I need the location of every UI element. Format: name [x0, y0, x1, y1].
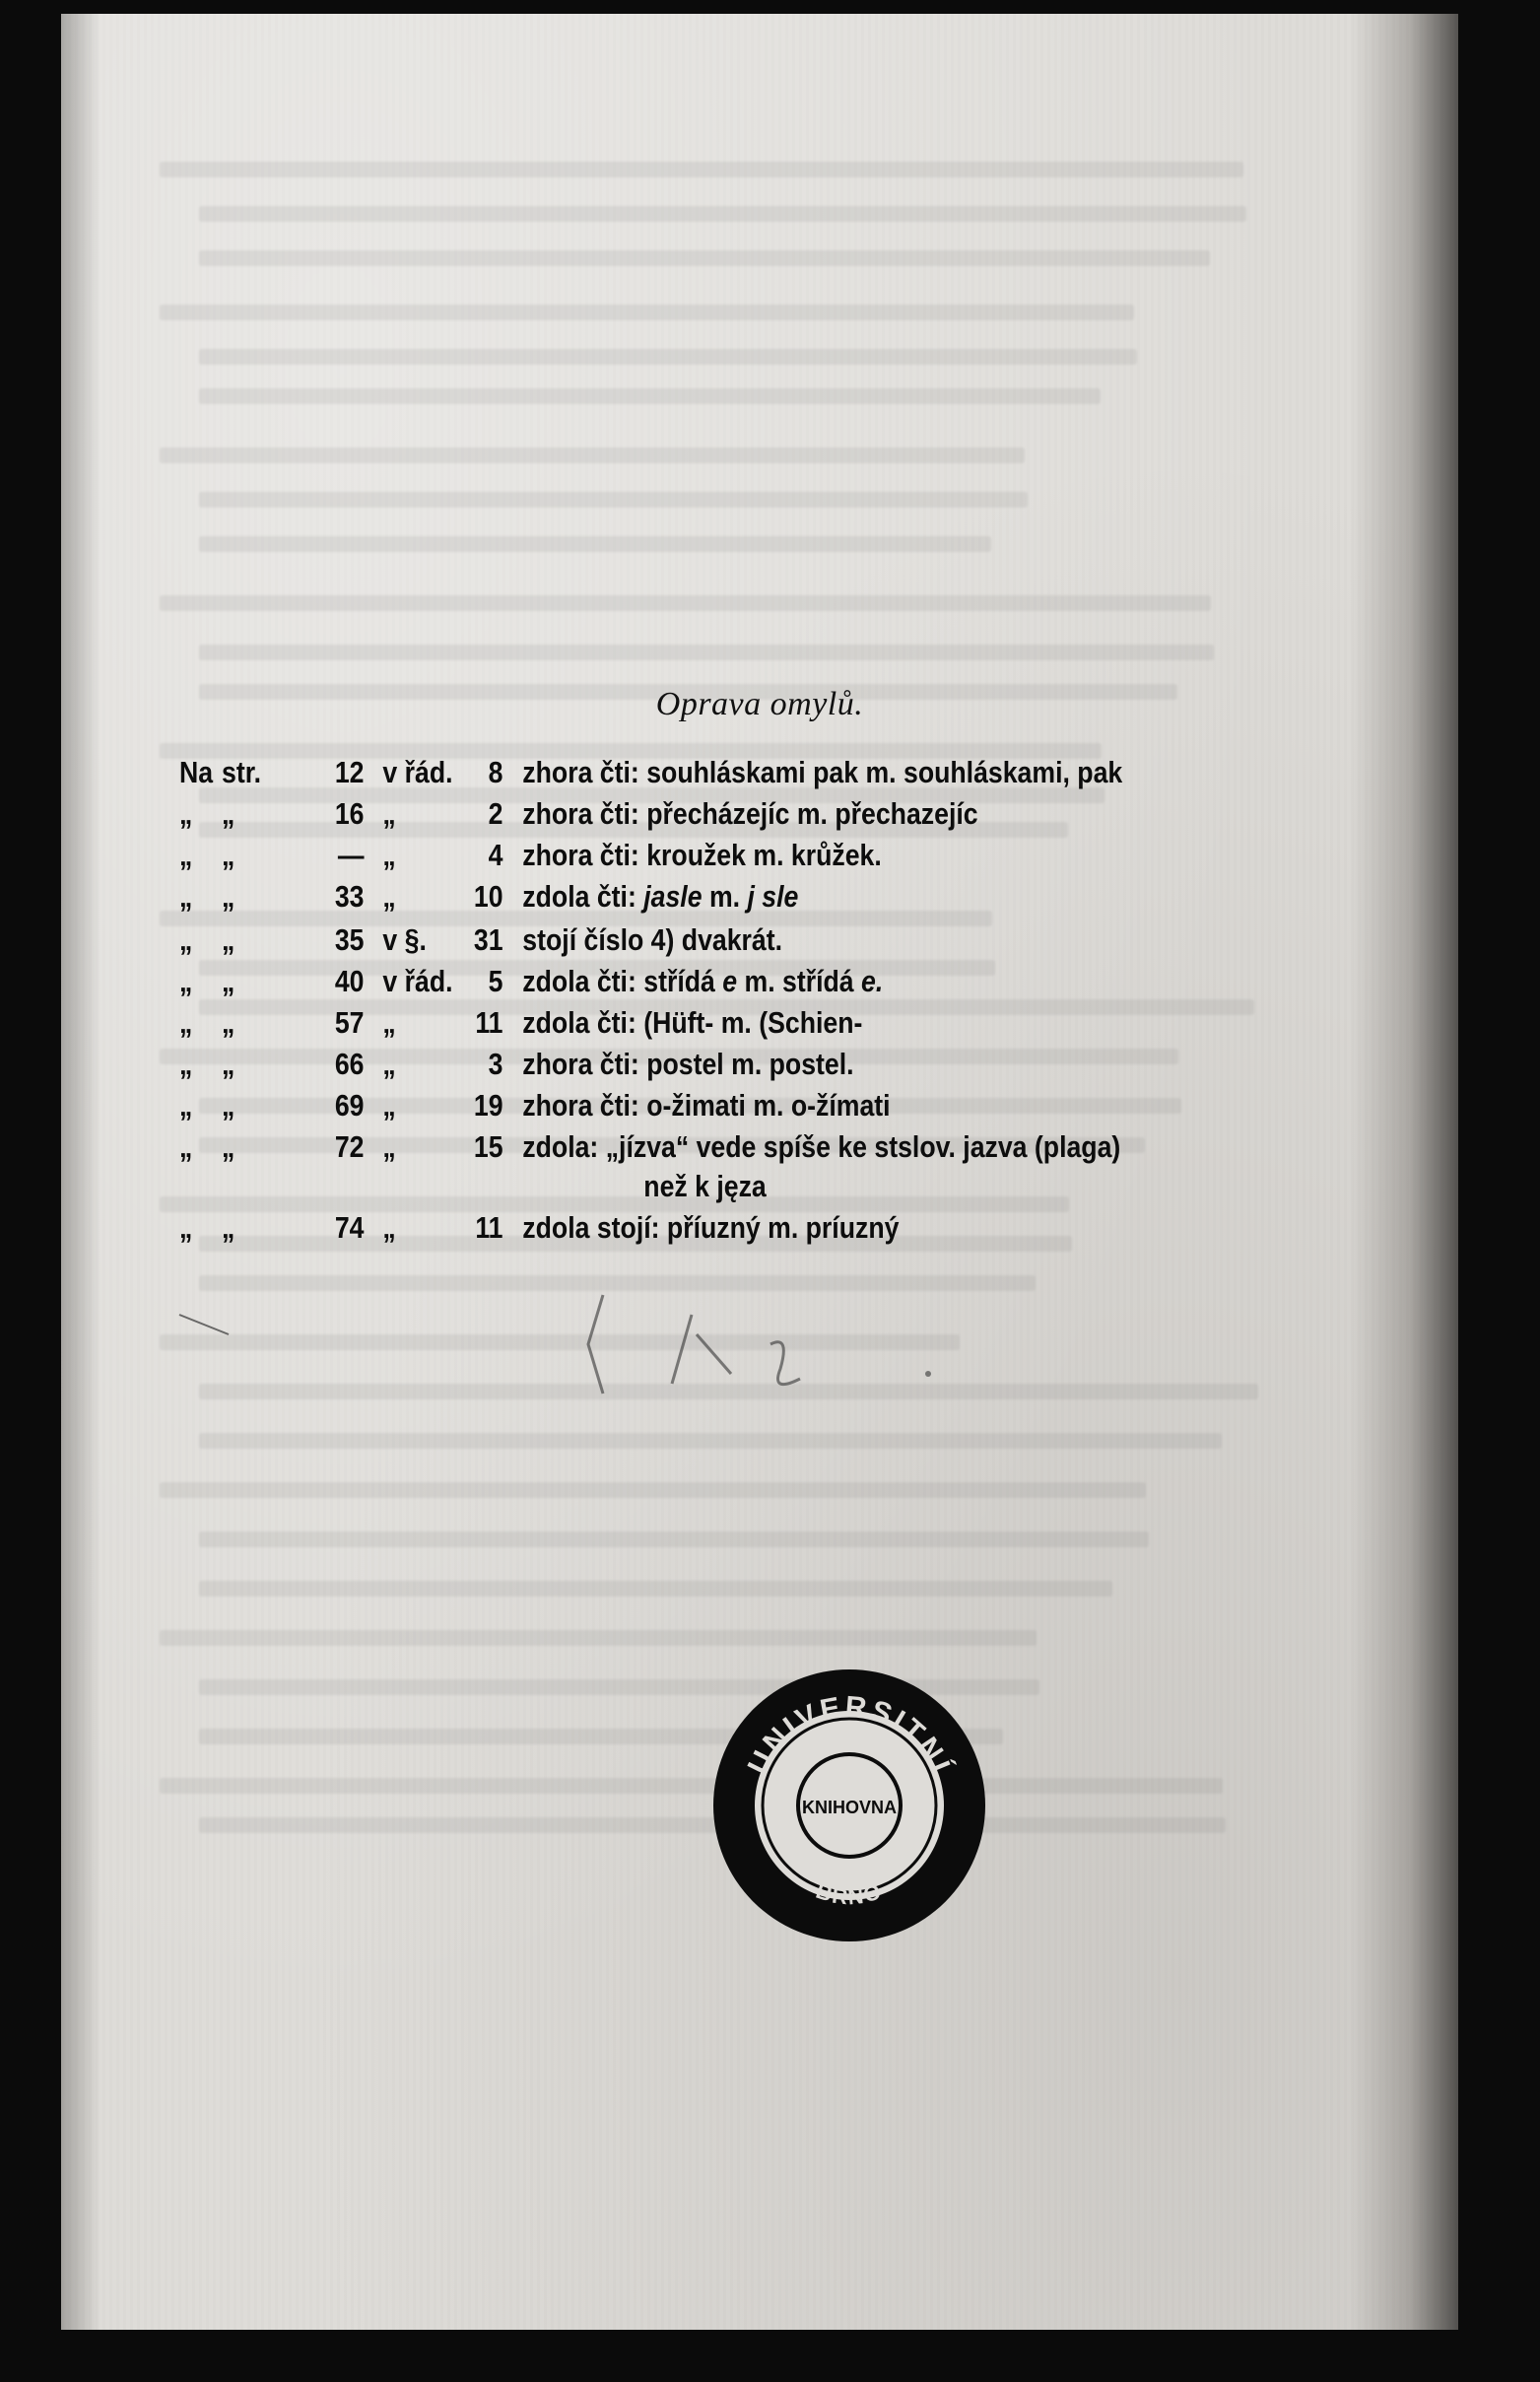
errata-correction: zdola: „jízva“ vede spíše ke stslov. jazva (plaga) — [522, 1129, 1121, 1164]
italic-word: e — [722, 964, 738, 998]
errata-str: „ — [222, 964, 235, 998]
bleed-line — [199, 536, 991, 552]
errata-ref: „ — [382, 796, 396, 831]
bleed-line — [160, 305, 1134, 320]
errata-correction — [522, 879, 798, 915]
italic-word: jasle — [643, 879, 703, 914]
errata-correction: zhora čti: kroužek m. krůžek. — [522, 838, 882, 872]
errata-str: „ — [222, 1210, 235, 1245]
errata-correction: zdola čti: (Hüft- m. (Schien- — [522, 1005, 863, 1040]
errata-ref: „ — [382, 838, 396, 872]
errata-prefix: „ — [179, 964, 193, 998]
errata-str: „ — [222, 879, 235, 914]
errata-ref: v řád. — [382, 964, 453, 998]
errata-ref: v §. — [382, 922, 427, 957]
bleed-line — [199, 1531, 1149, 1547]
errata-prefix: Na — [179, 755, 214, 789]
errata-prefix: „ — [179, 922, 193, 957]
errata-prefix: „ — [179, 879, 193, 914]
page-edge-shadow — [1350, 14, 1458, 2330]
errata-ref: „ — [382, 879, 396, 914]
errata-str: „ — [222, 838, 235, 872]
errata-page: 35 — [334, 922, 365, 957]
errata-line: 11 — [475, 1005, 503, 1040]
errata-str: str. — [222, 755, 262, 789]
bleed-line — [199, 388, 1101, 404]
bleed-line — [199, 1433, 1222, 1449]
correction-text: zdola čti: střídá — [522, 964, 723, 998]
errata-line: 31 — [473, 922, 503, 957]
errata-prefix: „ — [179, 838, 193, 872]
bleed-line — [199, 349, 1137, 365]
errata-page: 57 — [334, 1005, 365, 1040]
errata-correction: než k jęza — [643, 1169, 767, 1203]
errata-line: 11 — [475, 1210, 503, 1245]
errata-page: 16 — [334, 796, 365, 831]
correction-text: m. — [702, 879, 748, 914]
italic-word: j sle — [747, 879, 799, 914]
stamp-bottom-text: BRNO — [812, 1877, 886, 1910]
errata-prefix: „ — [179, 796, 193, 831]
errata-ref: „ — [382, 1047, 396, 1081]
errata-prefix: „ — [179, 1210, 193, 1245]
errata-correction: zhora čti: souhláskami pak m. souhláskami, pak — [522, 755, 1123, 789]
errata-prefix: „ — [179, 1088, 193, 1123]
errata-correction: zhora čti: o-žimati m. o-žímati — [522, 1088, 891, 1123]
errata-str: „ — [222, 1088, 235, 1123]
errata-ref: „ — [382, 1129, 396, 1164]
errata-ref: „ — [382, 1005, 396, 1040]
errata-page: 12 — [334, 755, 365, 789]
errata-prefix: „ — [179, 1047, 193, 1081]
bleed-line — [199, 645, 1214, 660]
errata-line: 3 — [488, 1047, 503, 1081]
errata-page: 66 — [334, 1047, 365, 1081]
page-left-shadow — [61, 14, 100, 2330]
italic-word: e. — [861, 964, 884, 998]
errata-str: „ — [222, 1047, 235, 1081]
stamp-top-text: UNIVERSITNÍ — [741, 1690, 958, 1780]
errata-str: „ — [222, 1129, 235, 1164]
bleed-line — [199, 492, 1028, 508]
errata-line: 19 — [473, 1088, 503, 1123]
bleed-line — [160, 595, 1211, 611]
bleed-line — [160, 1778, 1223, 1794]
errata-correction: zhora čti: přecházejíc m. přechazejíc — [522, 796, 978, 831]
errata-str: „ — [222, 922, 235, 957]
errata-str: „ — [222, 1005, 235, 1040]
errata-page: 33 — [334, 879, 365, 914]
bleed-line — [160, 162, 1243, 177]
library-stamp — [702, 1658, 997, 1953]
errata-page: 40 — [334, 964, 365, 998]
bleed-line — [199, 206, 1246, 222]
bleed-line — [199, 1581, 1112, 1597]
errata-correction: zhora čti: postel m. postel. — [522, 1047, 854, 1081]
correction-text: zdola čti: — [522, 879, 644, 914]
bleed-line — [160, 1630, 1037, 1646]
errata-prefix: „ — [179, 1005, 193, 1040]
errata-correction: stojí číslo 4) dvakrát. — [522, 922, 783, 957]
errata-line: 15 — [473, 1129, 503, 1164]
errata-correction — [522, 964, 883, 999]
pencil-marks — [140, 1275, 1027, 1433]
errata-page: 69 — [334, 1088, 365, 1123]
errata-ref: „ — [382, 1210, 396, 1245]
bleed-line — [199, 250, 1210, 266]
errata-ref: „ — [382, 1088, 396, 1123]
bleed-line — [160, 447, 1025, 463]
page-title: Oprava omylů. — [655, 686, 864, 722]
errata-line: 8 — [488, 755, 503, 789]
correction-text: m. střídá — [737, 964, 862, 998]
errata-prefix: „ — [179, 1129, 193, 1164]
errata-line: 5 — [488, 964, 503, 998]
errata-page: 74 — [334, 1210, 365, 1245]
errata-line: 2 — [488, 796, 503, 831]
errata-line: 4 — [488, 838, 503, 872]
errata-ref: v řád. — [382, 755, 453, 789]
errata-line: 10 — [473, 879, 503, 914]
errata-page: — — [337, 838, 365, 872]
stamp-center-text: KNIHOVNA — [801, 1798, 898, 1817]
errata-correction: zdola stojí: příuzný m. príuzný — [522, 1210, 900, 1245]
errata-page: 72 — [334, 1129, 365, 1164]
errata-str: „ — [222, 796, 235, 831]
scanned-page — [61, 14, 1458, 2330]
bleed-line — [160, 1482, 1146, 1498]
